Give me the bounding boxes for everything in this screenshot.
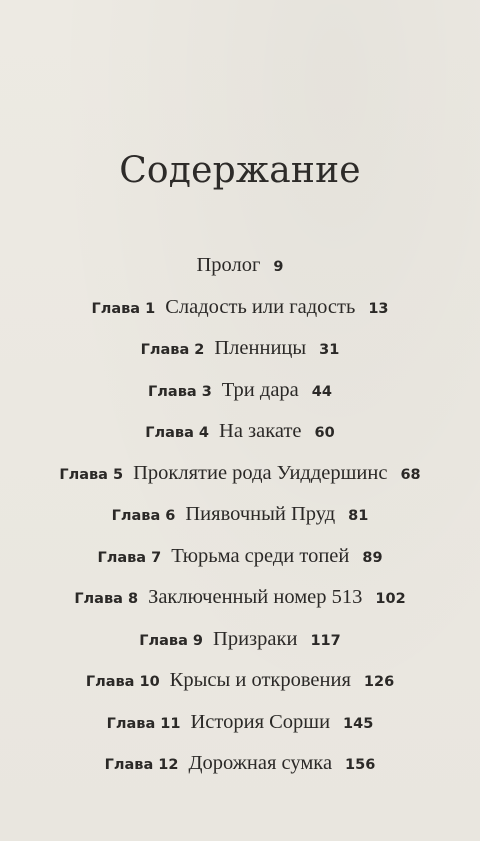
toc-entry-title: Призраки <box>213 627 298 650</box>
toc-entry-chapter-12 <box>0 752 480 794</box>
toc-entry-title: На закате <box>219 420 302 442</box>
toc-entry-page: 126 <box>363 674 395 690</box>
toc-entry-chapter-8 <box>0 586 480 628</box>
toc-entry-chapter-6 <box>0 503 480 545</box>
toc-entry-title: Тюрьма среди топей <box>171 544 350 567</box>
toc-entry-label: Глава 2 <box>140 342 205 358</box>
toc-entry-prologue <box>0 254 480 296</box>
toc-entry-chapter-5 <box>0 462 480 504</box>
toc-entry-chapter-4 <box>0 420 480 462</box>
toc-entry-page: 31 <box>319 342 340 358</box>
toc-entry-chapter-7 <box>0 545 480 587</box>
toc-entry-label: Глава 1 <box>91 300 156 317</box>
toc-entry-title: Пленницы <box>214 337 307 359</box>
toc-entry-page: 117 <box>310 632 341 649</box>
toc-entry-page: 156 <box>345 757 376 773</box>
toc-entry-page: 44 <box>311 383 332 400</box>
toc-entry-chapter-11 <box>0 711 480 753</box>
toc-entry-title: Крысы и откровения <box>169 669 351 691</box>
toc-entry-label: Глава 4 <box>145 425 210 441</box>
toc-entry-title: Сладость или гадость <box>165 295 356 318</box>
toc-entry-title: Пиявочный Пруд <box>185 503 336 525</box>
toc-entry-chapter-3 <box>0 379 480 421</box>
toc-entry-label: Глава 12 <box>104 757 179 773</box>
toc-entry-page: 13 <box>368 300 389 317</box>
toc-entry-page: 68 <box>400 466 421 483</box>
toc-entry-page: 9 <box>273 259 284 275</box>
toc-entry-page: 102 <box>375 591 406 607</box>
toc-entry-page: 81 <box>348 508 369 524</box>
toc-entry-label: Глава 7 <box>97 549 162 566</box>
toc-entry-label: Глава 6 <box>111 508 176 524</box>
toc-entry-page: 89 <box>362 549 383 566</box>
toc-entry-title: Пролог <box>196 254 261 276</box>
toc-entry-chapter-2 <box>0 337 480 379</box>
toc-entry-chapter-10 <box>0 669 480 711</box>
toc-entry-title: Дорожная сумка <box>188 752 333 774</box>
page-title: Содержание <box>119 150 361 191</box>
toc-entry-chapter-1 <box>0 296 480 338</box>
toc-entry-label: Глава 10 <box>85 674 160 690</box>
toc-entry-label: Глава 3 <box>148 383 212 400</box>
toc-entry-title: Три дара <box>221 378 299 401</box>
toc-entry-page: 60 <box>314 425 335 441</box>
toc-entry-page: 145 <box>343 715 374 732</box>
toc-entry-label: Глава 5 <box>59 466 124 483</box>
toc-entry-title: Проклятие рода Уиддершинс <box>133 461 388 484</box>
toc-entry-label: Глава 9 <box>139 632 204 649</box>
toc-entry-title: Заключенный номер 513 <box>148 586 363 608</box>
toc-entry-chapter-9 <box>0 628 480 670</box>
table-of-contents <box>0 254 480 794</box>
toc-entry-label: Глава 11 <box>106 715 181 732</box>
toc-entry-title: История Сорши <box>190 710 331 733</box>
toc-entry-label: Глава 8 <box>74 591 139 607</box>
